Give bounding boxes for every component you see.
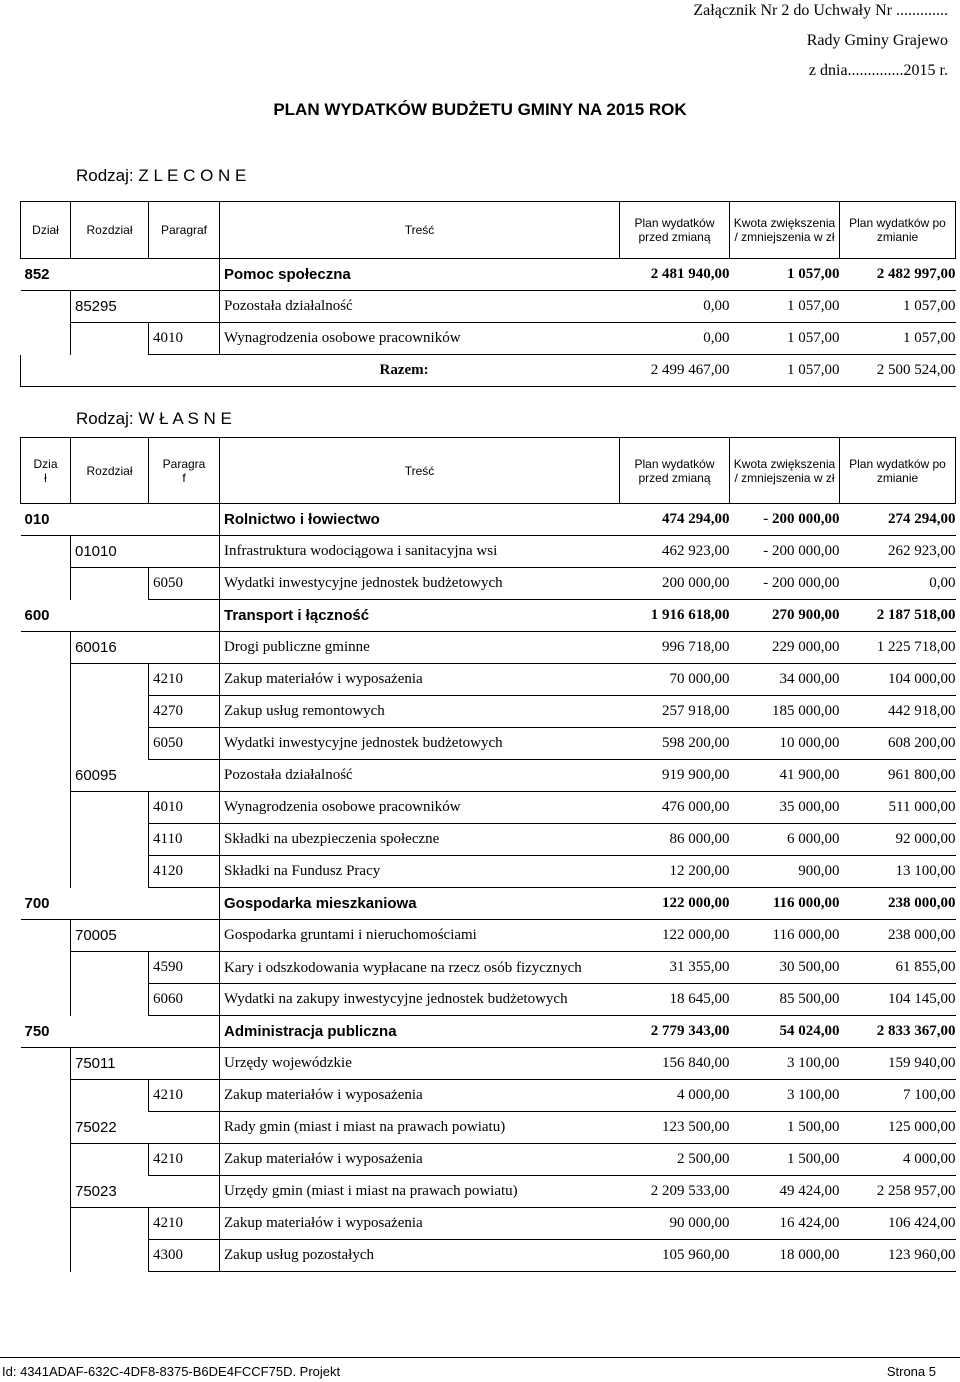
table-zlecone [20, 201, 956, 387]
tresc-cell: Gospodarka gruntami i nieruchomościami [220, 920, 620, 952]
dzial-cell [21, 323, 71, 355]
col-header-po: Plan wydatków po zmianie [840, 202, 956, 259]
plan-przed-cell: 122 000,00 [620, 920, 730, 952]
paragraf-cell: 6050 [149, 728, 220, 760]
paragraf-cell [149, 1016, 220, 1048]
paragraf-cell [149, 536, 220, 568]
table-row [21, 600, 956, 632]
plan-po-cell: 442 918,00 [840, 696, 956, 728]
rozdzial-cell [71, 568, 149, 600]
tresc-cell: Drogi publiczne gminne [220, 632, 620, 664]
kwota-cell: 900,00 [730, 856, 840, 888]
dzial-cell [21, 664, 71, 696]
tresc-cell: Zakup materiałów i wyposażenia [220, 1144, 620, 1176]
plan-przed-cell: 123 500,00 [620, 1112, 730, 1144]
dzial-cell [21, 696, 71, 728]
paragraf-cell: 4210 [149, 1208, 220, 1240]
page-title: PLAN WYDATKÓW BUDŻETU GMINY NA 2015 ROK [273, 100, 687, 119]
dzial-cell [21, 1144, 71, 1176]
dzial-cell [21, 536, 71, 568]
header-line-2: Rady Gminy Grajewo [806, 32, 948, 49]
plan-przed-cell: 90 000,00 [620, 1208, 730, 1240]
rozdzial-cell [71, 728, 149, 760]
paragraf-cell: 4010 [149, 323, 220, 355]
plan-przed-cell: 474 294,00 [620, 504, 730, 536]
table-row [21, 1176, 956, 1208]
kwota-cell: 1 057,00 [730, 259, 840, 291]
total-row [21, 355, 956, 387]
kwota-cell: 270 900,00 [730, 600, 840, 632]
rozdzial-cell: 75023 [71, 1176, 149, 1208]
kwota-cell: - 200 000,00 [730, 536, 840, 568]
plan-przed-cell: 105 960,00 [620, 1240, 730, 1272]
plan-po-cell: 1 057,00 [840, 291, 956, 323]
paragraf-cell: 6050 [149, 568, 220, 600]
plan-po-cell: 125 000,00 [840, 1112, 956, 1144]
plan-po-cell: 238 000,00 [840, 920, 956, 952]
plan-po-cell: 1 057,00 [840, 323, 956, 355]
table-row [21, 920, 956, 952]
tresc-cell: Zakup materiałów i wyposażenia [220, 1080, 620, 1112]
plan-po-cell: 238 000,00 [840, 888, 956, 920]
tresc-cell: Transport i łączność [220, 600, 620, 632]
dzial-cell [21, 984, 71, 1016]
kwota-cell: 10 000,00 [730, 728, 840, 760]
plan-przed-cell: 476 000,00 [620, 792, 730, 824]
dzial-cell [21, 952, 71, 984]
tresc-cell: Wydatki na zakupy inwestycyjne jednostek budżetowych [220, 984, 620, 1016]
plan-po-cell: 2 482 997,00 [840, 259, 956, 291]
rozdzial-cell [71, 259, 149, 291]
paragraf-cell [149, 888, 220, 920]
rozdzial-cell [71, 1144, 149, 1176]
total-przed: 2 499 467,00 [620, 355, 730, 387]
plan-po-cell: 104 145,00 [840, 984, 956, 1016]
paragraf-cell: 6060 [149, 984, 220, 1016]
empty-cell [21, 355, 71, 387]
plan-po-cell: 0,00 [840, 568, 956, 600]
rozdzial-cell [71, 1240, 149, 1272]
plan-po-cell: 274 294,00 [840, 504, 956, 536]
rozdzial-cell [71, 504, 149, 536]
rozdzial-cell [71, 1016, 149, 1048]
dzial-cell [21, 1208, 71, 1240]
plan-przed-cell: 0,00 [620, 323, 730, 355]
section-label-wlasne: Rodzaj: W Ł A S N E [76, 409, 232, 428]
paragraf-cell [149, 920, 220, 952]
table-row [21, 291, 956, 323]
table-row [21, 568, 956, 600]
paragraf-cell: 4300 [149, 1240, 220, 1272]
table-row [21, 536, 956, 568]
page-footer [0, 1357, 960, 1382]
plan-po-cell: 2 258 957,00 [840, 1176, 956, 1208]
dzial-cell [21, 760, 71, 792]
paragraf-cell: 4010 [149, 792, 220, 824]
kwota-cell: - 200 000,00 [730, 568, 840, 600]
paragraf-cell: 4210 [149, 664, 220, 696]
kwota-cell: 1 057,00 [730, 291, 840, 323]
dzial-cell [21, 920, 71, 952]
plan-przed-cell: 2 500,00 [620, 1144, 730, 1176]
tresc-cell: Urzędy wojewódzkie [220, 1048, 620, 1080]
tresc-cell: Administracja publiczna [220, 1016, 620, 1048]
kwota-cell: 116 000,00 [730, 920, 840, 952]
tresc-cell: Rolnictwo i łowiectwo [220, 504, 620, 536]
paragraf-cell [149, 504, 220, 536]
plan-po-cell: 1 225 718,00 [840, 632, 956, 664]
paragraf-cell: 4270 [149, 696, 220, 728]
kwota-cell: 85 500,00 [730, 984, 840, 1016]
table-row [21, 760, 956, 792]
dzial-cell: 852 [21, 259, 71, 291]
plan-po-cell: 61 855,00 [840, 952, 956, 984]
col-header-dzial: Dzia ł [21, 438, 71, 504]
dzial-cell [21, 1080, 71, 1112]
table-row [21, 1080, 956, 1112]
rozdzial-cell: 85295 [71, 291, 149, 323]
tresc-cell: Rady gmin (miast i miast na prawach powiatu) [220, 1112, 620, 1144]
plan-przed-cell: 2 481 940,00 [620, 259, 730, 291]
paragraf-cell [149, 1176, 220, 1208]
tresc-cell: Pomoc społeczna [220, 259, 620, 291]
dzial-cell [21, 792, 71, 824]
kwota-cell: 16 424,00 [730, 1208, 840, 1240]
paragraf-cell: 4590 [149, 952, 220, 984]
section-label-zlecone: Rodzaj: Z L E C O N E [76, 166, 247, 185]
plan-po-cell: 13 100,00 [840, 856, 956, 888]
kwota-cell: 18 000,00 [730, 1240, 840, 1272]
plan-po-cell: 104 000,00 [840, 664, 956, 696]
tresc-cell: Wydatki inwestycyjne jednostek budżetowych [220, 728, 620, 760]
col-header-rozdzial: Rozdział [71, 438, 149, 504]
dzial-cell [21, 824, 71, 856]
table-row [21, 1112, 956, 1144]
tresc-cell: Pozostała działalność [220, 291, 620, 323]
rozdzial-cell: 75011 [71, 1048, 149, 1080]
plan-po-cell: 159 940,00 [840, 1048, 956, 1080]
dzial-cell [21, 1048, 71, 1080]
empty-cell [71, 355, 149, 387]
plan-przed-cell: 200 000,00 [620, 568, 730, 600]
paragraf-cell: 4210 [149, 1080, 220, 1112]
kwota-cell: 185 000,00 [730, 696, 840, 728]
table-row [21, 1208, 956, 1240]
tresc-cell: Zakup materiałów i wyposażenia [220, 1208, 620, 1240]
col-header-przed: Plan wydatków przed zmianą [620, 202, 730, 259]
rozdzial-cell [71, 1208, 149, 1240]
kwota-cell: 1 500,00 [730, 1144, 840, 1176]
paragraf-cell [149, 1048, 220, 1080]
paragraf-cell: 4110 [149, 824, 220, 856]
col-header-po: Plan wydatków po zmianie [840, 438, 956, 504]
col-header-kwota: Kwota zwiększenia / zmniejszenia w zł [730, 438, 840, 504]
paragraf-cell [149, 1112, 220, 1144]
table-row [21, 728, 956, 760]
plan-po-cell: 511 000,00 [840, 792, 956, 824]
rozdzial-cell: 75022 [71, 1112, 149, 1144]
table-row [21, 664, 956, 696]
plan-po-cell: 7 100,00 [840, 1080, 956, 1112]
tresc-cell: Wydatki inwestycyjne jednostek budżetowych [220, 568, 620, 600]
paragraf-cell: 4210 [149, 1144, 220, 1176]
table-row [21, 1240, 956, 1272]
rozdzial-cell [71, 888, 149, 920]
rozdzial-cell: 70005 [71, 920, 149, 952]
dzial-cell: 750 [21, 1016, 71, 1048]
kwota-cell: 3 100,00 [730, 1080, 840, 1112]
dzial-cell [21, 1176, 71, 1208]
plan-po-cell: 608 200,00 [840, 728, 956, 760]
page-number: Strona 5 [886, 1364, 936, 1379]
paragraf-cell [149, 760, 220, 792]
plan-po-cell: 106 424,00 [840, 1208, 956, 1240]
plan-przed-cell: 12 200,00 [620, 856, 730, 888]
tresc-cell: Wynagrodzenia osobowe pracowników [220, 323, 620, 355]
tresc-cell: Składki na Fundusz Pracy [220, 856, 620, 888]
dzial-cell: 600 [21, 600, 71, 632]
table-row [21, 984, 956, 1016]
dzial-cell [21, 568, 71, 600]
kwota-cell: 1 500,00 [730, 1112, 840, 1144]
table-row [21, 1048, 956, 1080]
tresc-cell: Infrastruktura wodociągowa i sanitacyjna wsi [220, 536, 620, 568]
table-wlasne [20, 437, 956, 1272]
total-label: Razem: [220, 355, 620, 387]
plan-po-cell: 123 960,00 [840, 1240, 956, 1272]
table-row [21, 888, 956, 920]
plan-przed-cell: 919 900,00 [620, 760, 730, 792]
plan-przed-cell: 156 840,00 [620, 1048, 730, 1080]
table-row [21, 504, 956, 536]
table-row [21, 632, 956, 664]
plan-po-cell: 2 187 518,00 [840, 600, 956, 632]
kwota-cell: 3 100,00 [730, 1048, 840, 1080]
rozdzial-cell [71, 856, 149, 888]
header-line-1: Załącznik Nr 2 do Uchwały Nr ............. [693, 2, 948, 19]
kwota-cell: 41 900,00 [730, 760, 840, 792]
table-row [21, 792, 956, 824]
paragraf-cell [149, 600, 220, 632]
table-row [21, 1144, 956, 1176]
document-id: Id: 4341ADAF-632C-4DF8-8375-B6DE4FCCF75D. Projekt [2, 1364, 341, 1379]
tresc-cell: Zakup usług remontowych [220, 696, 620, 728]
col-header-dzial: Dział [21, 202, 71, 259]
table-row [21, 1016, 956, 1048]
tresc-cell: Pozostała działalność [220, 760, 620, 792]
plan-przed-cell: 70 000,00 [620, 664, 730, 696]
rozdzial-cell: 60016 [71, 632, 149, 664]
plan-przed-cell: 86 000,00 [620, 824, 730, 856]
table-row [21, 856, 956, 888]
col-header-paragraf: Paragraf [149, 202, 220, 259]
kwota-cell: 30 500,00 [730, 952, 840, 984]
rozdzial-cell [71, 323, 149, 355]
plan-przed-cell: 1 916 618,00 [620, 600, 730, 632]
table-row [21, 259, 956, 291]
plan-przed-cell: 31 355,00 [620, 952, 730, 984]
paragraf-cell: 4120 [149, 856, 220, 888]
kwota-cell: 229 000,00 [730, 632, 840, 664]
kwota-cell: 49 424,00 [730, 1176, 840, 1208]
dzial-cell: 700 [21, 888, 71, 920]
rozdzial-cell [71, 984, 149, 1016]
plan-przed-cell: 996 718,00 [620, 632, 730, 664]
plan-przed-cell: 122 000,00 [620, 888, 730, 920]
tresc-cell: Wynagrodzenia osobowe pracowników [220, 792, 620, 824]
rozdzial-cell [71, 600, 149, 632]
total-po: 2 500 524,00 [840, 355, 956, 387]
table-row [21, 323, 956, 355]
total-kwota: 1 057,00 [730, 355, 840, 387]
rozdzial-cell [71, 824, 149, 856]
table-row [21, 952, 956, 984]
dzial-cell [21, 856, 71, 888]
rozdzial-cell [71, 792, 149, 824]
col-header-kwota: Kwota zwiększenia / zmniejszenia w zł [730, 202, 840, 259]
kwota-cell: 34 000,00 [730, 664, 840, 696]
rozdzial-cell [71, 1080, 149, 1112]
tresc-cell: Urzędy gmin (miast i miast na prawach powiatu) [220, 1176, 620, 1208]
rozdzial-cell [71, 696, 149, 728]
col-header-paragraf: Paragra f [149, 438, 220, 504]
dzial-cell [21, 1112, 71, 1144]
kwota-cell: 1 057,00 [730, 323, 840, 355]
plan-przed-cell: 0,00 [620, 291, 730, 323]
plan-przed-cell: 4 000,00 [620, 1080, 730, 1112]
tresc-cell: Gospodarka mieszkaniowa [220, 888, 620, 920]
plan-przed-cell: 598 200,00 [620, 728, 730, 760]
col-header-tresc: Treść [220, 202, 620, 259]
plan-po-cell: 262 923,00 [840, 536, 956, 568]
table-row [21, 824, 956, 856]
dzial-cell [21, 291, 71, 323]
table-row [21, 696, 956, 728]
plan-przed-cell: 257 918,00 [620, 696, 730, 728]
plan-przed-cell: 18 645,00 [620, 984, 730, 1016]
col-header-tresc: Treść [220, 438, 620, 504]
kwota-cell: 54 024,00 [730, 1016, 840, 1048]
dzial-cell [21, 728, 71, 760]
plan-przed-cell: 2 779 343,00 [620, 1016, 730, 1048]
paragraf-cell [149, 259, 220, 291]
dzial-cell: 010 [21, 504, 71, 536]
plan-po-cell: 2 833 367,00 [840, 1016, 956, 1048]
plan-po-cell: 4 000,00 [840, 1144, 956, 1176]
tresc-cell: Zakup materiałów i wyposażenia [220, 664, 620, 696]
col-header-rozdzial: Rozdział [71, 202, 149, 259]
col-header-przed: Plan wydatków przed zmianą [620, 438, 730, 504]
kwota-cell: 116 000,00 [730, 888, 840, 920]
tresc-cell: Kary i odszkodowania wypłacane na rzecz osób fizycznych [220, 952, 620, 984]
paragraf-cell [149, 632, 220, 664]
kwota-cell: 35 000,00 [730, 792, 840, 824]
rozdzial-cell [71, 664, 149, 696]
tresc-cell: Składki na ubezpieczenia społeczne [220, 824, 620, 856]
plan-po-cell: 92 000,00 [840, 824, 956, 856]
empty-cell [149, 355, 220, 387]
rozdzial-cell: 60095 [71, 760, 149, 792]
header-line-3: z dnia..............2015 r. [808, 62, 948, 79]
plan-przed-cell: 462 923,00 [620, 536, 730, 568]
rozdzial-cell: 01010 [71, 536, 149, 568]
kwota-cell: 6 000,00 [730, 824, 840, 856]
rozdzial-cell [71, 952, 149, 984]
dzial-cell [21, 1240, 71, 1272]
paragraf-cell [149, 291, 220, 323]
dzial-cell [21, 632, 71, 664]
tresc-cell: Zakup usług pozostałych [220, 1240, 620, 1272]
kwota-cell: - 200 000,00 [730, 504, 840, 536]
plan-po-cell: 961 800,00 [840, 760, 956, 792]
plan-przed-cell: 2 209 533,00 [620, 1176, 730, 1208]
